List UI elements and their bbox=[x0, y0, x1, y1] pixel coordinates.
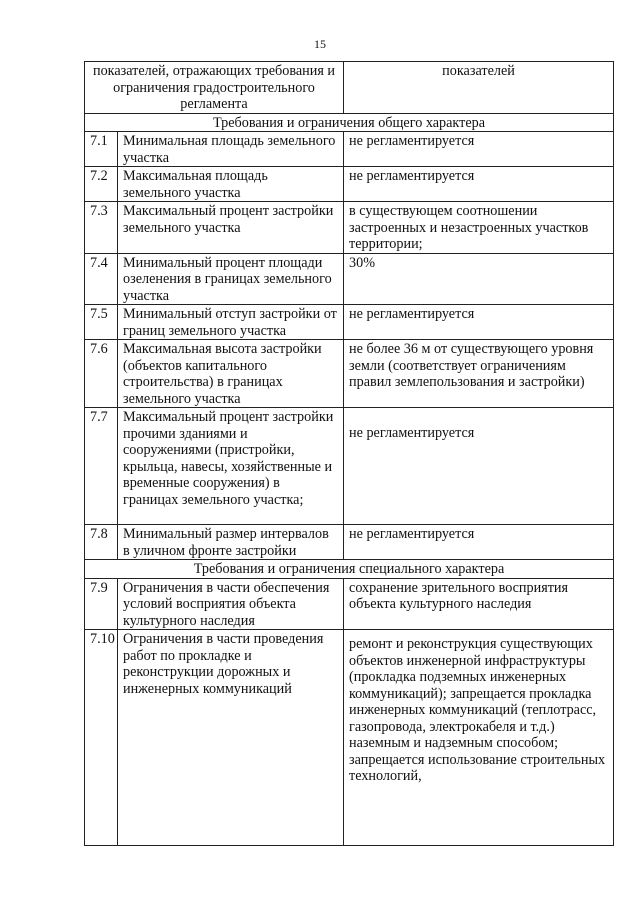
row-number: 7.10 bbox=[85, 630, 118, 846]
table-row bbox=[85, 132, 614, 167]
row-name: Минимальный размер интервалов в уличном фронте застройки bbox=[118, 525, 344, 560]
table-row bbox=[85, 305, 614, 340]
table-header-row bbox=[85, 62, 614, 114]
table-row bbox=[85, 202, 614, 254]
row-name: Минимальная площадь земельного участка bbox=[118, 132, 344, 167]
section-title: Требования и ограничения специального характера bbox=[85, 560, 614, 579]
row-number: 7.6 bbox=[85, 340, 118, 408]
row-number: 7.1 bbox=[85, 132, 118, 167]
row-number: 7.5 bbox=[85, 305, 118, 340]
row-name: Максимальная площадь земельного участка bbox=[118, 167, 344, 202]
header-right: показателей bbox=[344, 62, 614, 114]
table-row bbox=[85, 578, 614, 630]
row-name: Минимальный процент площади озеленения в границах земельного участка bbox=[118, 253, 344, 305]
row-number: 7.3 bbox=[85, 202, 118, 254]
row-number: 7.7 bbox=[85, 408, 118, 525]
table-row bbox=[85, 340, 614, 408]
row-value: ремонт и реконструкция существующих объектов инженерной инфраструктуры (прокладка подземных инженерных коммуникаций); запрещается прокладка инженерных коммуникаций (теплотрасс, газопровода, электрокабеля и т.д.) наземным и надземным способом; запрещается использование строительных технологий, bbox=[344, 630, 614, 846]
table-row bbox=[85, 525, 614, 560]
table-row bbox=[85, 408, 614, 525]
table-row bbox=[85, 253, 614, 305]
row-value: не регламентируется bbox=[344, 305, 614, 340]
row-value: сохранение зрительного восприятия объекта культурного наследия bbox=[344, 578, 614, 630]
row-name: Минимальный отступ застройки от границ земельного участка bbox=[118, 305, 344, 340]
section-row bbox=[85, 560, 614, 579]
page-number: 15 bbox=[314, 37, 326, 51]
row-value: в существующем соотношении застроенных и незастроенных участков территории; bbox=[344, 202, 614, 254]
row-number: 7.9 bbox=[85, 578, 118, 630]
table-row bbox=[85, 167, 614, 202]
row-number: 7.8 bbox=[85, 525, 118, 560]
row-name: Максимальный процент застройки земельного участка bbox=[118, 202, 344, 254]
section-row bbox=[85, 113, 614, 132]
row-value: не регламентируется bbox=[344, 132, 614, 167]
row-value: не регламентируется bbox=[344, 167, 614, 202]
regulations-table bbox=[84, 61, 614, 846]
row-value: не регламентируется bbox=[344, 408, 614, 525]
row-name: Ограничения в части обеспечения условий восприятия объекта культурного наследия bbox=[118, 578, 344, 630]
row-name: Максимальный процент застройки прочими зданиями и сооружениями (пристройки, крыльца, навесы, хозяйственные и временные сооружения) в границах земельного участка; bbox=[118, 408, 344, 525]
row-value: не регламентируется bbox=[344, 525, 614, 560]
section-title: Требования и ограничения общего характера bbox=[85, 113, 614, 132]
row-value: 30% bbox=[344, 253, 614, 305]
row-value: не более 36 м от существующего уровня земли (соответствует ограничениям правил землепользования и застройки) bbox=[344, 340, 614, 408]
row-number: 7.2 bbox=[85, 167, 118, 202]
row-name: Ограничения в части проведения работ по прокладке и реконструкции дорожных и инженерных коммуникаций bbox=[118, 630, 344, 846]
row-name: Максимальная высота застройки (объектов капитального строительства) в границах земельного участка bbox=[118, 340, 344, 408]
table-row bbox=[85, 630, 614, 846]
header-left: показателей, отражающих требования и ограничения градостроительного регламента bbox=[85, 62, 344, 114]
row-number: 7.4 bbox=[85, 253, 118, 305]
